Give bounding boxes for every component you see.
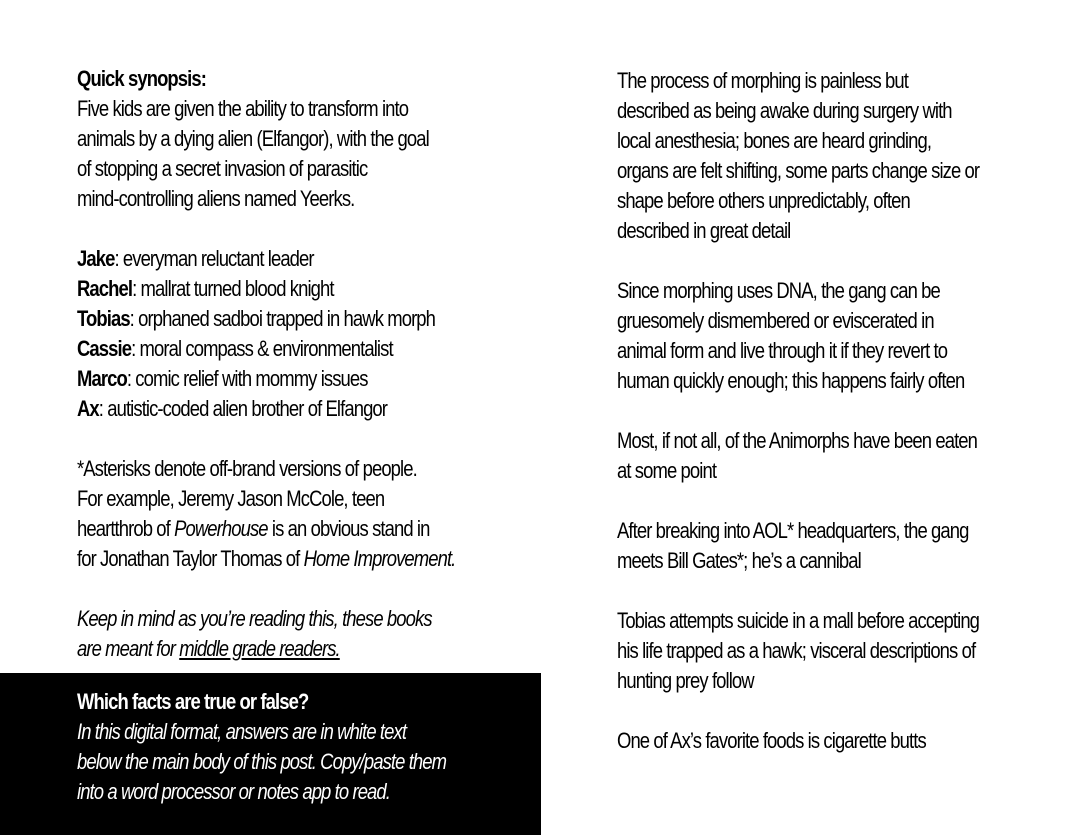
character-desc: : autistic-coded alien brother of Elfangor — [98, 396, 388, 421]
reminder-text: are meant for — [77, 636, 180, 661]
fact-line: Most, if not all, of the Animorphs have been eaten — [617, 428, 978, 453]
reminder-note — [77, 604, 536, 664]
character-item — [77, 394, 536, 424]
character-desc: : everyman reluctant leader — [114, 246, 314, 271]
character-item — [77, 334, 536, 364]
fact-line: hunting prey follow — [617, 668, 754, 693]
fact-line: Tobias attempts suicide in a mall before accepting — [617, 608, 980, 633]
note-line: For example, Jeremy Jason McCole, teen — [77, 486, 385, 511]
character-name: Rachel — [77, 276, 133, 301]
character-desc: : mallrat turned blood knight — [132, 276, 334, 301]
fact-line: meets Bill Gates*; he’s a cannibal — [617, 548, 861, 573]
character-item — [77, 304, 536, 334]
instruction-heading: Which facts are true or false? — [77, 689, 309, 714]
fact-line: Since morphing uses DNA, the gang can be — [617, 278, 940, 303]
fact-line: The process of morphing is painless but — [617, 68, 908, 93]
note-text: is an obvious stand in — [267, 516, 430, 541]
synopsis-section — [77, 64, 536, 214]
character-list — [77, 244, 536, 424]
fact-item — [617, 516, 1043, 576]
synopsis-line: animals by a dying alien (Elfangor), with the goal — [77, 126, 429, 151]
left-text — [77, 64, 536, 664]
fact-item — [617, 606, 1043, 696]
asterisk-note — [77, 454, 536, 574]
fact-item — [617, 426, 1043, 486]
fact-item — [617, 66, 1043, 246]
synopsis-line: of stopping a secret invasion of parasitic — [77, 156, 368, 181]
fact-line: at some point — [617, 458, 717, 483]
character-name: Cassie — [77, 336, 132, 361]
instruction-line: below the main body of this post. Copy/paste them — [77, 749, 447, 774]
instruction-line: In this digital format, answers are in white text — [77, 719, 407, 744]
fact-line: organs are felt shifting, some parts change size or — [617, 158, 980, 183]
character-desc: : orphaned sadboi trapped in hawk morph — [129, 306, 436, 331]
fact-line: described in great detail — [617, 218, 791, 243]
synopsis-line: Five kids are given the ability to transform into — [77, 96, 409, 121]
character-item — [77, 244, 536, 274]
fact-line: shape before others unpredictably, often — [617, 188, 910, 213]
note-text: heartthrob of — [77, 516, 175, 541]
fact-line: One of Ax’s favorite foods is cigarette butts — [617, 728, 926, 753]
note-text: for Jonathan Taylor Thomas of — [77, 546, 304, 571]
middle-grade-link[interactable]: middle grade readers. — [179, 636, 340, 661]
fact-line: his life trapped as a hawk; visceral descriptions of — [617, 638, 976, 663]
character-item — [77, 364, 536, 394]
character-name: Tobias — [77, 306, 130, 331]
character-desc: : comic relief with mommy issues — [126, 366, 368, 391]
note-line — [77, 544, 536, 574]
left-column — [77, 64, 537, 694]
fact-line: local anesthesia; bones are heard grinding, — [617, 128, 932, 153]
show-title-powerhouse: Powerhouse — [174, 516, 268, 541]
fact-line: gruesomely dismembered or eviscerated in — [617, 308, 934, 333]
synopsis-line: mind-controlling aliens named Yeerks. — [77, 186, 355, 211]
character-name: Marco — [77, 366, 127, 391]
character-name: Jake — [77, 246, 115, 271]
character-name: Ax — [77, 396, 99, 421]
note-line: *Asterisks denote off-brand versions of people. — [77, 456, 417, 481]
fact-line: described as being awake during surgery with — [617, 98, 952, 123]
show-title-home-improvement: Home Improvement. — [303, 546, 456, 571]
fact-item — [617, 726, 1043, 756]
note-line — [77, 514, 536, 544]
character-item — [77, 274, 536, 304]
synopsis-heading: Quick synopsis: — [77, 66, 206, 91]
fact-line: animal form and live through it if they revert to — [617, 338, 948, 363]
reminder-line: Keep in mind as you’re reading this, these books — [77, 606, 432, 631]
right-column — [617, 66, 1057, 786]
instruction-line: into a word processor or notes app to read. — [77, 779, 390, 804]
fact-line: After breaking into AOL* headquarters, the gang — [617, 518, 969, 543]
facts-list — [617, 66, 1043, 756]
fact-item — [617, 276, 1043, 396]
character-desc: : moral compass & environmentalist — [131, 336, 393, 361]
reminder-line — [77, 634, 536, 664]
fact-line: human quickly enough; this happens fairly often — [617, 368, 965, 393]
instruction-box-text — [77, 687, 536, 807]
